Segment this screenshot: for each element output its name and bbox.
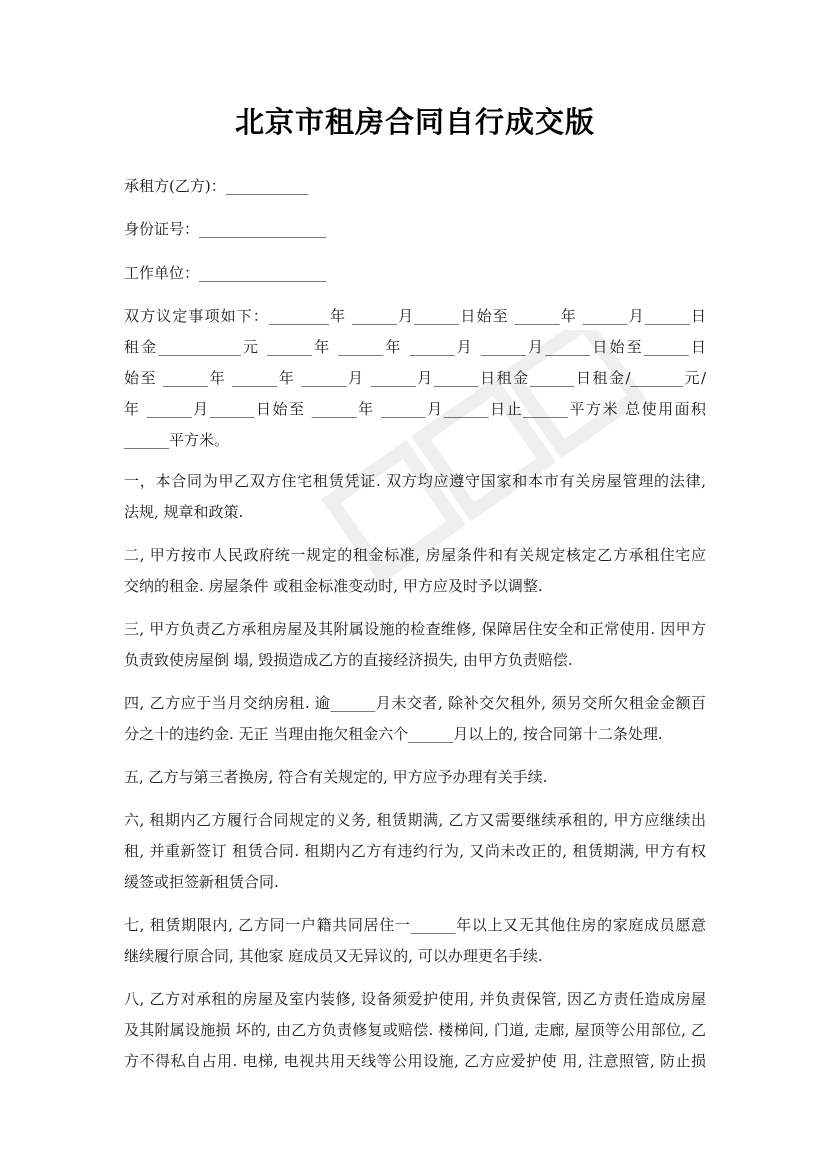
clause-6-line: 缓签或拒签新租赁合同.	[124, 873, 279, 891]
clause-2-line: 二, 甲方按市人民政府统一规定的租金标准, 房屋条件和有关规定核定乙方承租住宅应	[124, 546, 706, 564]
tenant-label: 承租方(乙方)：	[124, 177, 226, 195]
clause-6-line: 租, 并重新签订 租赁合同. 租期内乙方有违约行为, 又尚未改正的, 租赁期满, 甲方有权	[124, 842, 706, 860]
clause-1-line: 法规, 规章和政策.	[124, 503, 244, 521]
agreement-line: 始至 ______年 ______年 ______月 ______月______日租金______日租金/_______元/	[124, 369, 706, 387]
clause-3-line: 负责致使房屋倒 塌, 毁损造成乙方的直接经济损失, 由甲方负责赔偿.	[124, 651, 573, 669]
clause-7-line: 七, 租赁期限内, 乙方同一户籍共同居住一______年以上又无其他住房的家庭成员愿意	[124, 916, 706, 934]
id-number-field	[124, 219, 327, 239]
clause-2-line: 交纳的租金. 房屋条件 或租金标准变动时, 甲方应及时予以调整.	[124, 577, 543, 595]
agreement-line: 租金___________元 ______年 ______年 ______月 ______月______日始至______日	[124, 338, 706, 356]
id-number-label: 身份证号：	[124, 220, 200, 238]
agreement-line: 年 ______月______日始至 ______年 ______月______日止______平方米 总使用面积	[124, 400, 706, 418]
document-title: 北京市租房合同自行成交版	[234, 105, 595, 139]
clause-8-line: 及其附属设施损 坏的, 由乙方负责修复或赔偿. 楼梯间, 门道, 走廊, 屋顶等公用部位, 乙	[124, 1021, 706, 1039]
workplace-label: 工作单位：	[124, 264, 200, 282]
clause-6-line: 六, 租期内乙方履行合同规定的义务, 租赁期满, 乙方又需要继续承租的, 甲方应继续出	[124, 811, 706, 829]
clause-5-line: 五, 乙方与第三者换房, 符合有关规定的, 甲方应予办理有关手续.	[124, 768, 548, 786]
id-number-blank: _________________	[199, 220, 327, 238]
clause-8-line: 方不得私自占用. 电梯, 电视共用天线等公用设施, 乙方应爱护使 用, 注意照管, 防止损	[124, 1052, 706, 1070]
clause-4-line: 分之十的违约金. 无正 当理由拖欠租金六个______月以上的, 按合同第十二条处理.	[124, 725, 663, 743]
workplace-field	[124, 263, 327, 283]
tenant-blank: ___________	[225, 177, 309, 195]
clause-4-line: 四, 乙方应于当月交纳房租. 逾______月未交者, 除补交欠租外, 须另交所欠租金金额百	[124, 694, 706, 712]
clause-8-line: 八, 乙方对承租的房屋及室内装修, 设备须爱护使用, 并负责保管, 因乙方责任造成房屋	[124, 990, 706, 1008]
clause-3-line: 三, 甲方负责乙方承租房屋及其附属设施的检查维修, 保障居住安全和正常使用. 因甲方	[124, 620, 706, 638]
clause-7-line: 继续履行原合同, 其他家 庭成员又无异议的, 可以办理更名手续.	[124, 947, 543, 965]
clause-1-line: 一，本合同为甲乙双方住宅租赁凭证. 双方均应遵守国家和本市有关房屋管理的法律,	[124, 472, 706, 490]
tenant-field	[124, 176, 308, 196]
agreement-line: ______平方米。	[124, 431, 230, 449]
agreement-line: 双方议定事项如下：________年 ______月______日始至 ______年 ______月______日	[124, 307, 706, 325]
workplace-blank: _________________	[199, 264, 327, 282]
